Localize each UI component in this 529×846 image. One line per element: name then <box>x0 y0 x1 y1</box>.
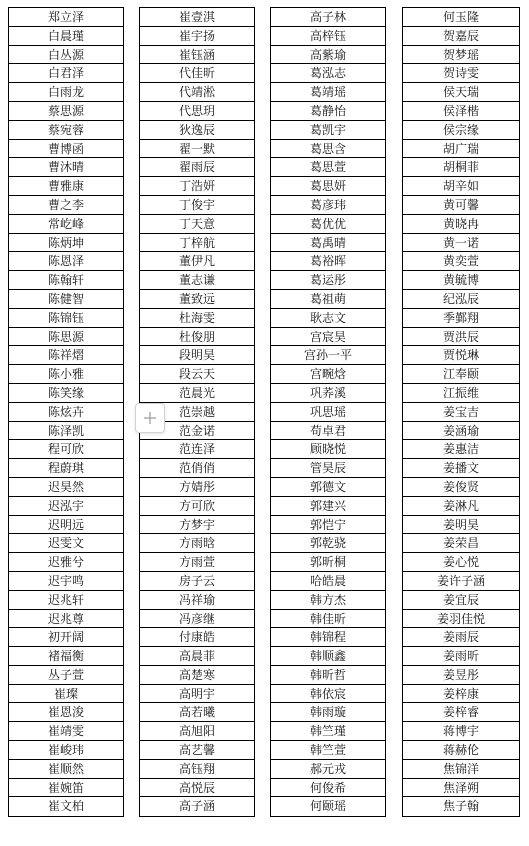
name-cell: 高艺馨 <box>140 741 254 760</box>
name-cell: 姜昱彤 <box>403 666 519 685</box>
name-cell: 白丛源 <box>9 46 123 65</box>
name-cell: 高若曦 <box>140 703 254 722</box>
name-cell: 巩思瑶 <box>271 403 385 422</box>
name-cell: 段明昊 <box>140 346 254 365</box>
name-cell: 蔡思源 <box>9 102 123 121</box>
name-cell: 高晨菲 <box>140 647 254 666</box>
name-cell: 侯泽楷 <box>403 102 519 121</box>
name-cell: 黄奕萱 <box>403 252 519 271</box>
name-cell: 焦锦洋 <box>403 760 519 779</box>
name-cell: 高钰翔 <box>140 760 254 779</box>
name-cell: 陈泽凯 <box>9 422 123 441</box>
name-cell: 崔靖雯 <box>9 722 123 741</box>
name-cell: 江奉颐 <box>403 365 519 384</box>
name-cell: 丁俊宇 <box>140 196 254 215</box>
name-cell: 姜梓康 <box>403 685 519 704</box>
name-cell: 高楚寒 <box>140 666 254 685</box>
name-cell: 郭昕桐 <box>271 553 385 572</box>
add-button[interactable] <box>135 403 165 433</box>
name-cell: 贾悦琳 <box>403 346 519 365</box>
name-cell: 崔顺然 <box>9 760 123 779</box>
name-cell: 姜播文 <box>403 459 519 478</box>
name-cell: 陈祥熠 <box>9 346 123 365</box>
name-cell: 丁浩妍 <box>140 177 254 196</box>
name-cell: 姜淋凡 <box>403 497 519 516</box>
name-cell: 迟明远 <box>9 516 123 535</box>
name-cell: 哈皓晨 <box>271 572 385 591</box>
name-cell: 葛裕晖 <box>271 252 385 271</box>
name-cell: 陈健智 <box>9 290 123 309</box>
name-cell: 葛思含 <box>271 140 385 159</box>
name-cell: 范晨光 <box>140 384 254 403</box>
name-cell: 葛祖萌 <box>271 290 385 309</box>
name-cell: 姜涵瑜 <box>403 422 519 441</box>
plus-icon <box>143 411 157 425</box>
name-cell: 段云天 <box>140 365 254 384</box>
name-cell: 黄可馨 <box>403 196 519 215</box>
name-cell: 黄一诺 <box>403 234 519 253</box>
name-cell: 贺诗雯 <box>403 64 519 83</box>
name-cell: 黄晓冉 <box>403 215 519 234</box>
name-cell: 宫畹焓 <box>271 365 385 384</box>
name-cell: 曹沐晴 <box>9 158 123 177</box>
name-cell: 陈思源 <box>9 328 123 347</box>
name-cell: 迟兆尊 <box>9 610 123 629</box>
name-cell: 贺嘉辰 <box>403 27 519 46</box>
name-cell: 姜羽佳悦 <box>403 610 519 629</box>
name-column-3 <box>270 7 386 817</box>
name-cell: 宫宸昊 <box>271 328 385 347</box>
name-cell: 翟一默 <box>140 140 254 159</box>
name-cell: 丁天意 <box>140 215 254 234</box>
name-cell: 迟昊然 <box>9 478 123 497</box>
name-cell: 郭建兴 <box>271 497 385 516</box>
name-cell: 陈恩泽 <box>9 252 123 271</box>
name-cell: 韩雨璇 <box>271 703 385 722</box>
name-cell: 崔峻玮 <box>9 741 123 760</box>
name-cell: 褚福衡 <box>9 647 123 666</box>
name-cell: 葛运彤 <box>271 271 385 290</box>
name-cell: 何玉隆 <box>403 8 519 27</box>
name-cell: 方婧彤 <box>140 478 254 497</box>
name-cell: 侯天瑞 <box>403 83 519 102</box>
name-cell: 范俏俏 <box>140 459 254 478</box>
name-cell: 葛静怡 <box>271 102 385 121</box>
name-cell: 葛凯宇 <box>271 121 385 140</box>
name-cell: 季鄞翔 <box>403 309 519 328</box>
name-cell: 初开阔 <box>9 628 123 647</box>
name-cell: 冯彦继 <box>140 610 254 629</box>
name-cell: 陈炫卉 <box>9 403 123 422</box>
name-cell: 葛禹晴 <box>271 234 385 253</box>
name-cell: 白晨瑾 <box>9 27 123 46</box>
name-cell: 代思玥 <box>140 102 254 121</box>
name-cell: 迟泓宇 <box>9 497 123 516</box>
name-cell: 付康皓 <box>140 628 254 647</box>
name-cell: 何俊希 <box>271 779 385 798</box>
name-cell: 崔钰涵 <box>140 46 254 65</box>
name-cell: 杜俊朋 <box>140 328 254 347</box>
name-cell: 蔡宛蓉 <box>9 121 123 140</box>
name-cell: 杜海雯 <box>140 309 254 328</box>
name-cell: 陈翰轩 <box>9 271 123 290</box>
name-cell: 姜明昊 <box>403 516 519 535</box>
name-cell: 陈锦钰 <box>9 309 123 328</box>
name-cell: 曹之李 <box>9 196 123 215</box>
name-cell: 韩竺瑾 <box>271 722 385 741</box>
name-cell: 郝元戎 <box>271 760 385 779</box>
name-cell: 曹雅康 <box>9 177 123 196</box>
name-cell: 董志谦 <box>140 271 254 290</box>
name-cell: 程可欣 <box>9 440 123 459</box>
name-cell: 姜雨昕 <box>403 647 519 666</box>
name-cell: 姜荣昌 <box>403 534 519 553</box>
name-cell: 冯祥瑜 <box>140 591 254 610</box>
name-cell: 代靖淞 <box>140 83 254 102</box>
name-cell: 江振维 <box>403 384 519 403</box>
name-cell: 白君泽 <box>9 64 123 83</box>
name-cell: 程蔚琪 <box>9 459 123 478</box>
name-cell: 黄毓博 <box>403 271 519 290</box>
name-cell: 高旭阳 <box>140 722 254 741</box>
name-cell: 白雨龙 <box>9 83 123 102</box>
name-cell: 贾洪辰 <box>403 328 519 347</box>
name-cell: 崔壹淇 <box>140 8 254 27</box>
name-cell: 郑立泽 <box>9 8 123 27</box>
name-cell: 顾晓悦 <box>271 440 385 459</box>
name-cell: 胡桐菲 <box>403 158 519 177</box>
name-cell: 何颐瑶 <box>309 799 346 814</box>
name-cell: 郭德文 <box>271 478 385 497</box>
name-cell: 纪泓辰 <box>403 290 519 309</box>
name-cell: 葛思妍 <box>271 177 385 196</box>
name-cell: 范崇越 <box>140 403 254 422</box>
name-cell: 常屹峰 <box>9 215 123 234</box>
name-cell: 韩佳昕 <box>271 610 385 629</box>
name-cell: 韩依宸 <box>271 685 385 704</box>
name-cell: 葛彦玮 <box>271 196 385 215</box>
name-cell: 耿志文 <box>271 309 385 328</box>
name-cell: 姜俊贤 <box>403 478 519 497</box>
name-cell: 巩荞溪 <box>271 384 385 403</box>
name-cell: 崔恩浚 <box>9 703 123 722</box>
name-cell: 高悦辰 <box>140 779 254 798</box>
name-cell: 陈炳坤 <box>9 234 123 253</box>
name-cell: 姜心悦 <box>403 553 519 572</box>
name-cell: 崔璨 <box>9 685 123 704</box>
name-cell: 曹博函 <box>9 140 123 159</box>
name-cell: 葛思萱 <box>271 158 385 177</box>
name-cell: 陈笑缘 <box>9 384 123 403</box>
name-cell: 方雨萱 <box>140 553 254 572</box>
name-cell: 郭恺宁 <box>271 516 385 535</box>
name-cell: 姜许子涵 <box>403 572 519 591</box>
name-cell: 蒋博宇 <box>403 722 519 741</box>
name-cell: 范金诺 <box>140 422 254 441</box>
name-cell: 丛子萱 <box>9 666 123 685</box>
name-cell: 姜宝吉 <box>403 403 519 422</box>
name-cell: 宫孙一平 <box>271 346 385 365</box>
name-cell: 代佳昕 <box>140 64 254 83</box>
name-cell: 迟宇鸣 <box>9 572 123 591</box>
name-cell: 崔文柏 <box>47 799 84 814</box>
name-cell: 翟雨辰 <box>140 158 254 177</box>
name-cell: 贺梦瑶 <box>403 46 519 65</box>
name-cell: 侯宗缘 <box>403 121 519 140</box>
name-cell: 迟兆轩 <box>9 591 123 610</box>
name-column-4 <box>402 7 520 817</box>
name-cell: 高紫瑜 <box>271 46 385 65</box>
name-cell: 胡辛如 <box>403 177 519 196</box>
name-cell: 郭乾骁 <box>271 534 385 553</box>
name-cell: 董伊凡 <box>140 252 254 271</box>
name-cell: 高子涵 <box>178 799 215 814</box>
name-cell: 高梓钰 <box>271 27 385 46</box>
name-column-1 <box>8 7 124 817</box>
name-cell: 姜宜辰 <box>403 591 519 610</box>
name-cell: 苟卓君 <box>271 422 385 441</box>
name-cell: 范连泽 <box>140 440 254 459</box>
name-cell: 姜雨辰 <box>403 628 519 647</box>
name-cell: 韩锦程 <box>271 628 385 647</box>
name-cell: 高子林 <box>271 8 385 27</box>
name-cell: 蒋赫伦 <box>403 741 519 760</box>
name-cell: 房子云 <box>140 572 254 591</box>
name-cell: 葛优优 <box>271 215 385 234</box>
name-cell: 高明宇 <box>140 685 254 704</box>
name-cell: 韩竺萱 <box>271 741 385 760</box>
name-cell: 焦泽朔 <box>403 779 519 798</box>
name-cell: 姜梓睿 <box>403 703 519 722</box>
name-cell: 葛靖瑶 <box>271 83 385 102</box>
name-cell: 管昊辰 <box>271 459 385 478</box>
name-cell: 崔宇扬 <box>140 27 254 46</box>
name-cell: 方梦宇 <box>140 516 254 535</box>
name-cell: 陈小雅 <box>9 365 123 384</box>
name-cell: 迟雅兮 <box>9 553 123 572</box>
name-cell: 方雨晗 <box>140 534 254 553</box>
name-cell: 方可欣 <box>140 497 254 516</box>
name-cell: 胡广瑞 <box>403 140 519 159</box>
name-cell: 董致远 <box>140 290 254 309</box>
name-cell: 韩顺鑫 <box>271 647 385 666</box>
name-cell: 葛泓志 <box>271 64 385 83</box>
name-cell: 崔婉笛 <box>9 779 123 798</box>
name-cell: 焦子翰 <box>442 799 479 814</box>
name-cell: 迟雯文 <box>9 534 123 553</box>
name-cell: 韩方杰 <box>271 591 385 610</box>
name-cell: 姜惠洁 <box>403 440 519 459</box>
name-cell: 狄逸辰 <box>140 121 254 140</box>
name-cell: 韩昕哲 <box>271 666 385 685</box>
name-cell: 丁梓航 <box>140 234 254 253</box>
